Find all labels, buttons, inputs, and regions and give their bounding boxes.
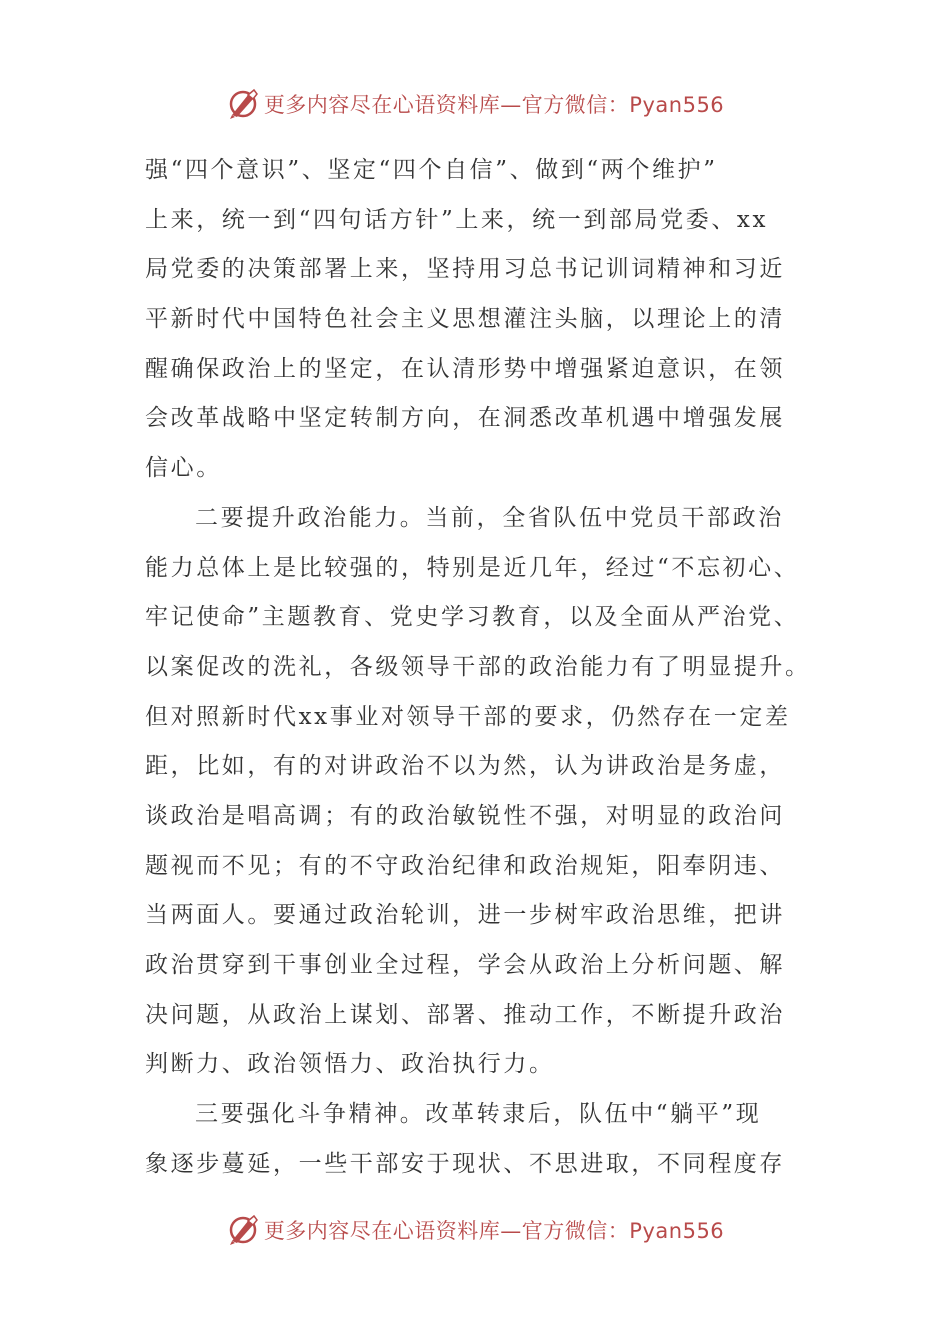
text-line: 政治贯穿到干事创业全过程，学会从政治上分析问题、解 <box>145 952 785 978</box>
paragraph-start-line: 二要提升政治能力。当前，全省队伍中党员干部政治 <box>195 504 784 531</box>
pen-nib-logo-icon <box>226 87 260 121</box>
text-line: 会改革战略中坚定转制方向，在洞悉改革机遇中增强发展 <box>145 405 785 432</box>
text-line: 判断力、政治领悟力、政治执行力。 <box>145 1051 555 1078</box>
text-line: 局党委的决策部署上来，坚持用习总书记训词精神和习近 <box>145 256 785 283</box>
paragraph-start-line: 三要强化斗争精神。改革转隶后，队伍中“躺平”现 <box>195 1101 762 1128</box>
text-line: 醒确保政治上的坚定，在认清形势中增强紧迫意识，在领 <box>145 355 785 382</box>
document-body <box>145 146 811 1189</box>
text-line: 题视而不见；有的不守政治纪律和政治规矩，阳奉阴违、 <box>145 852 785 879</box>
text-line: 以案促改的洗礼，各级领导干部的政治能力有了明显提升。 <box>145 653 811 680</box>
text-line: 距，比如，有的对讲政治不以为然，认为讲政治是务虚， <box>145 753 785 780</box>
text-line: 信心。 <box>145 455 222 482</box>
text-line: 平新时代中国特色社会主义思想灌注头脑，以理论上的清 <box>145 306 785 333</box>
text-line: 上来，统一到“四句话方针”上来，统一到部局党委、xx <box>145 206 769 233</box>
footer-banner-text: 更多内容尽在心语资料库—官方微信：Pyan556 <box>263 1219 725 1243</box>
footer-banner <box>0 1210 950 1250</box>
text-line: 牢记使命”主题教育、党史学习教育，以及全面从严治党、 <box>145 604 800 631</box>
header-banner <box>0 84 950 124</box>
text-line: 当两面人。要通过政治轮训，进一步树牢政治思维，把讲 <box>145 902 785 929</box>
header-banner-text: 更多内容尽在心语资料库—官方微信：Pyan556 <box>263 93 725 117</box>
text-line: 但对照新时代xx事业对领导干部的要求，仍然存在一定差 <box>145 703 791 730</box>
text-line: 决问题，从政治上谋划、部署、推动工作，不断提升政治 <box>145 1001 785 1028</box>
text-line: 能力总体上是比较强的，特别是近几年，经过“不忘初心、 <box>145 554 800 581</box>
text-line: 象逐步蔓延，一些干部安于现状、不思进取，不同程度存 <box>145 1150 785 1177</box>
text-line: 谈政治是唱高调；有的政治敏锐性不强，对明显的政治问 <box>145 802 785 829</box>
text-line: 强“四个意识”、坚定“四个自信”、做到“两个维护” <box>145 157 718 183</box>
pen-nib-logo-icon <box>226 1213 260 1247</box>
